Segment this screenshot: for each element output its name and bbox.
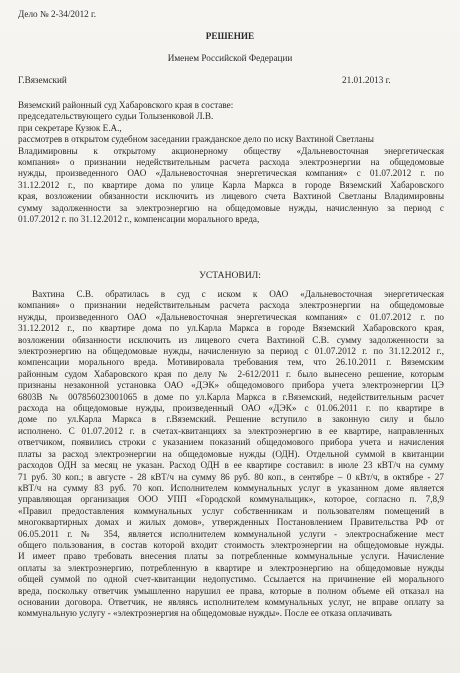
text-line: основании договора. Ответчик, не являясь исполнителем коммунальных услуг, не вправе оплату за (18, 596, 444, 607)
text-line: края, возложении обязанности исключить из лицевого счета Вахтиной Светланы Владимировны (18, 191, 444, 202)
text-line: коммунальную услугу - «электроэнергия на общедомовые нужды». После ее отказа оплачивать (18, 608, 392, 619)
text-line: платы за расход электроэнергии на общедомовые нужды (ОДН). Отдельной суммой в квитанции (18, 448, 444, 459)
text-line: электроэнергию на общедомовые нужды, начисленную за период с 01.07.2012 г. по 31.12.2012 г., (18, 346, 444, 357)
text-line: вреда, поскольку ответчик умышленно нарушил ее права, которые в полном объеме ей отказал на (18, 585, 444, 596)
text-line: компенсации морального вреда. Мотивировала требования тем, что 26.10.2011 г. Вяземским (18, 357, 444, 368)
text-line: 71 руб. 30 коп.; в августе - 28 кВТ/ч на сумму 86 руб. 80 коп., в сентябре – 0 кВт/ч, в октябре - 27 (18, 471, 444, 482)
text-line: Владимировны к открытому акционерному обществу «Дальневосточная энергетическая (18, 145, 444, 156)
text-line: «Правил предоставления коммунальных услуг собственникам и пользователям помещений в (18, 505, 444, 516)
decision-date: 21.01.2013 г. (342, 75, 391, 85)
text-line: 06.05.2011 г. № 354, является исполнителем коммунальной услуги - электроснабжение мест (18, 528, 444, 539)
text-line: оплаты за электроэнергию, потребленную в квартире и электроэнергию на общедомовые нужды (18, 562, 444, 573)
text-line: расхода на общедомовые нужды, произведенный ОАО «ДЭК» с 01.06.2011 г. по квартире в (18, 403, 444, 414)
document-title: РЕШЕНИЕ (205, 31, 255, 41)
case-number: Дело № 2-34/2012 г. (18, 9, 97, 19)
text-line: Вахтина С.В. обратилась в суд с иском к ОАО «Дальневосточная энергетическая (32, 289, 444, 299)
document-subtitle: Именем Российской Федерации (167, 53, 293, 63)
text-line: возложении обязанности исключить из лицевого счета Вахтиной С.В. сумму задолженности за (18, 334, 444, 345)
text-line: исполнено. С 01.07.2012 г. в счетах-квитанциях за электроэнергию в ее квартире, направленных (18, 425, 444, 436)
text-line: 31.12.2012 г., по квартире дома по улице Карла Маркса в городе Вяземский Хабаровского (18, 179, 444, 190)
text-line: нужды, произведенного ОАО «Дальневосточная энергетическая компания» с 01.07.2012 г. по (18, 168, 444, 179)
text-line: районным судом Хабаровского края по делу № 2-612/2011 г. было вынесено решение, которым (18, 368, 444, 379)
text-line: рассмотрев в открытом судебном заседании гражданское дело по иску Вахтиной Светланы (18, 134, 374, 145)
text-line: 6803В № 007856023001065 в доме по ул.Карла Маркса в г.Вяземский, недействительным расчет (18, 391, 444, 402)
text-line: общего пользования, в состав которой входит стоимость электроэнергии на общедомовые нужды. (18, 539, 444, 550)
text-line: компания» о признании недействительным расчета расхода электроэнергии на общедомовые (18, 300, 444, 311)
text-line: признаны незаконной установка ОАО «ДЭК» общедомового прибора учета электроэнергии ЦЭ (18, 380, 444, 391)
text-line: нужды, произведенного ОАО «Дальневосточная энергетическая компания» с 01.07.2012 г. по (18, 311, 444, 322)
text-line: ответчиком, появились строки с указанием показаний общедомового прибора учета и начисления (18, 437, 444, 448)
text-line: компания» о признании недействительным расчета расхода электроэнергии на общедомовые (18, 157, 444, 168)
body-paragraph (18, 289, 444, 620)
text-line: кВТ/ч на сумму 83 руб. 70 коп. Исполнителем коммунальных услуг в указанном доме является (18, 482, 444, 493)
text-line: сумму задолженности за электроэнергию на общедомовые нужды, начисленную за период с (18, 202, 444, 213)
city: Г.Вяземский (18, 75, 67, 85)
text-line: при секретаре Кузюк Е.А., (18, 122, 122, 133)
text-line: общей суммой по одной счет-квитанции недопустимо. Ссылается на причинение ей морального (18, 574, 444, 585)
text-line: многоквартирных домах и жилых домов», утвержденных Постановлением Правительства РФ от (18, 517, 444, 528)
text-line: И имеет право требовать внесения платы за потребленные коммунальные услуги. Начисление (18, 551, 444, 562)
text-line: Вяземский районный суд Хабаровского края в составе: (18, 100, 234, 110)
text-line: 01.07.2012 г. по 31.12.2012 г., компенсации морального вреда, (18, 214, 260, 225)
section-heading-established: УСТАНОВИЛ: (199, 270, 261, 281)
intro-paragraph (18, 100, 444, 225)
text-line: 31.12.2012 г., по квартире дома по ул.Карла Маркса в городе Вяземский Хабаровского края, (18, 323, 444, 334)
text-line: расходов ОДН за месяц не указан. Расход ОДН в ее квартире составил: в июле 23 кВТ/ч на сумму (18, 460, 444, 471)
text-line: управляющая организация ООО УПП «Городской коммунальщик», которое, согласно п. 7,8,9 (18, 494, 444, 505)
text-line: председательствующего судьи Толызенковой Л.В. (18, 111, 214, 122)
text-line: доме по ул.Карла Маркса в г.Вяземский. Решение вступило в законную силу и было (18, 414, 444, 425)
